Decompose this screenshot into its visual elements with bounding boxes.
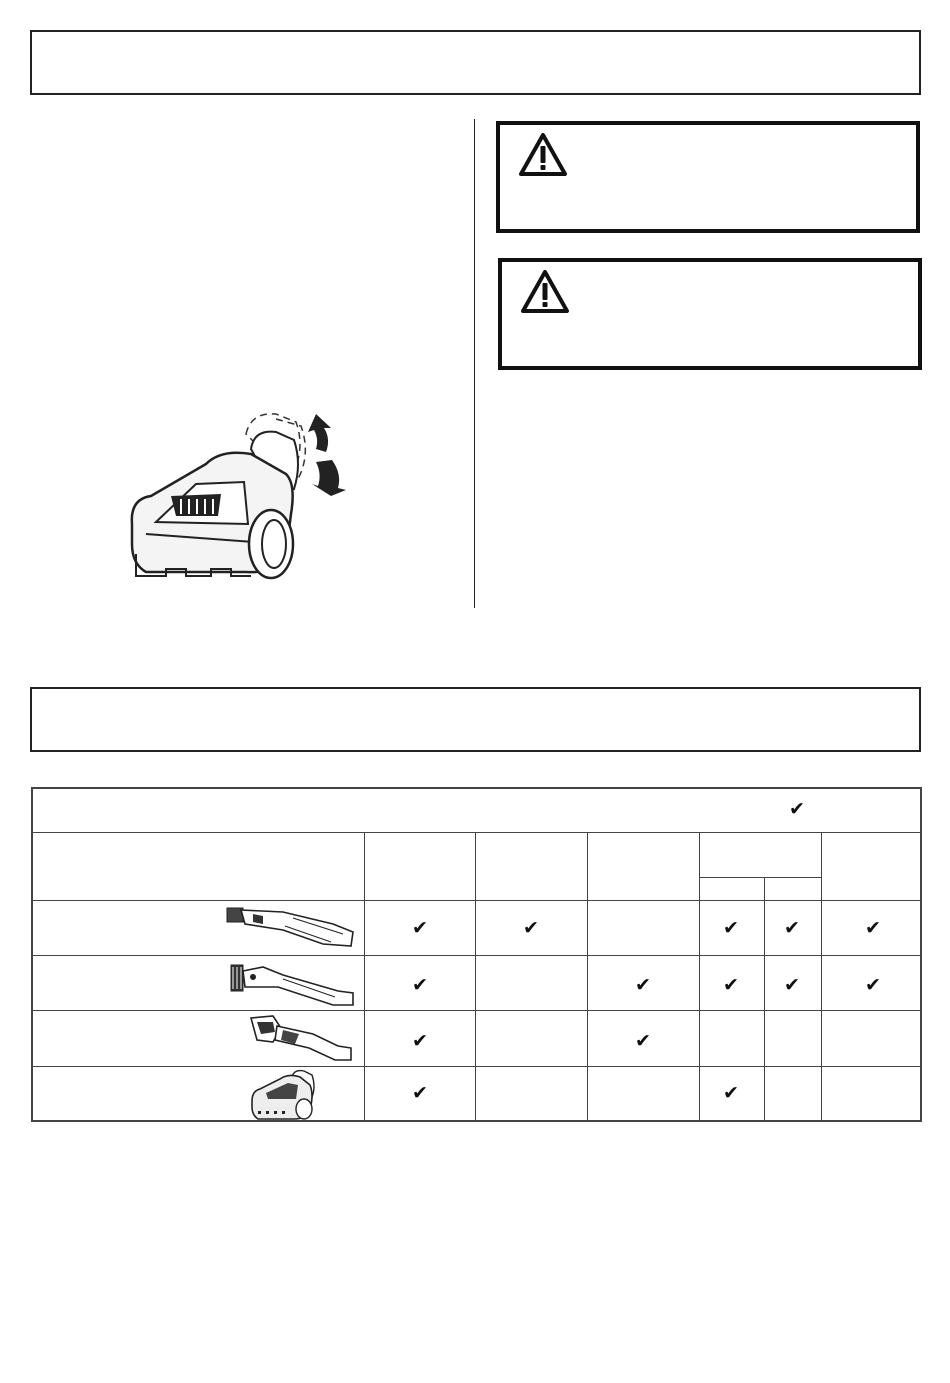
check-mark: ✔ — [865, 974, 881, 996]
legend-check-mark: ✔ — [789, 798, 805, 820]
turbo-brush-icon — [248, 1067, 328, 1121]
check-mark: ✔ — [412, 917, 428, 939]
table-col-divider — [475, 832, 476, 1120]
table-row-divider — [33, 1010, 920, 1011]
upholstery-tool-icon — [243, 1012, 358, 1064]
check-mark: ✔ — [412, 974, 428, 996]
table-subheader-divider — [699, 877, 821, 878]
column-divider — [474, 119, 475, 608]
section-header-box — [30, 687, 921, 752]
warning-triangle-icon — [520, 269, 570, 315]
check-mark: ✔ — [635, 1030, 651, 1052]
check-mark: ✔ — [723, 1082, 739, 1104]
check-mark: ✔ — [784, 974, 800, 996]
table-row-divider — [33, 900, 920, 901]
table-col-divider — [821, 832, 822, 1120]
check-mark: ✔ — [784, 917, 800, 939]
check-mark: ✔ — [412, 1082, 428, 1104]
table-col-divider — [587, 832, 588, 1120]
warning-box — [496, 121, 920, 233]
warning-triangle-icon — [518, 132, 568, 178]
table-row-divider — [33, 955, 920, 956]
attachment-usage-table — [31, 787, 922, 1122]
table-col-divider — [764, 877, 765, 1120]
section-header-box — [30, 30, 921, 95]
table-col-divider — [699, 832, 700, 1120]
turbo-brush-nozzle-illustration — [126, 404, 356, 584]
combination-crevice-tool-icon — [223, 902, 358, 954]
table-row-divider — [33, 832, 920, 833]
check-mark: ✔ — [865, 917, 881, 939]
dusting-brush-crevice-tool-icon — [223, 957, 358, 1009]
check-mark: ✔ — [723, 974, 739, 996]
check-mark: ✔ — [635, 974, 651, 996]
check-mark: ✔ — [723, 917, 739, 939]
warning-box — [498, 258, 922, 370]
table-col-divider — [364, 832, 365, 1120]
table-row-divider — [33, 1066, 920, 1067]
check-mark: ✔ — [412, 1030, 428, 1052]
check-mark: ✔ — [523, 917, 539, 939]
